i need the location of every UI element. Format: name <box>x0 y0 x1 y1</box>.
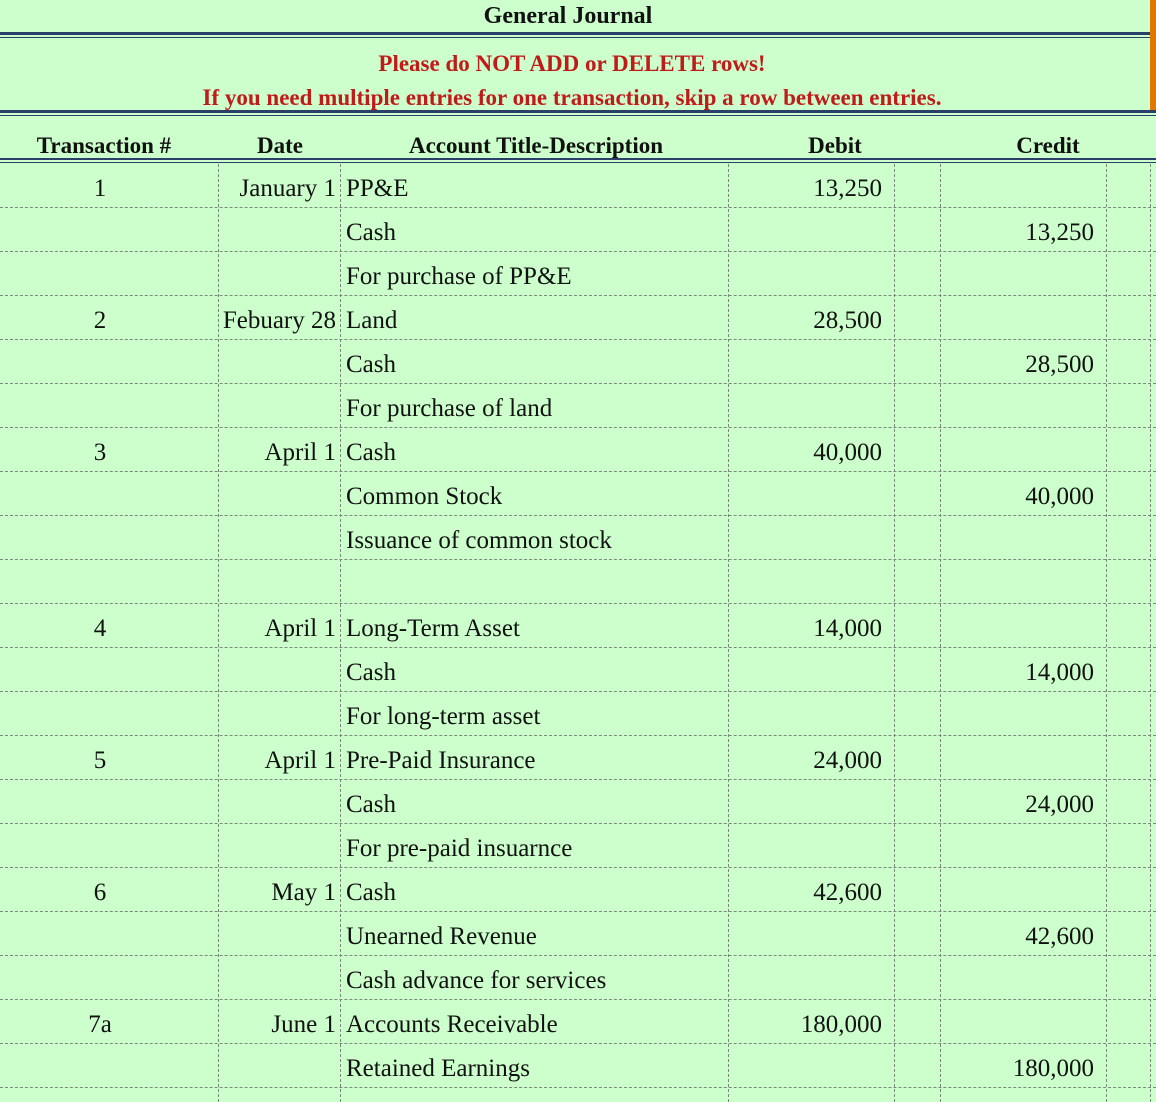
credit-cell[interactable] <box>940 824 1094 868</box>
transaction-number-cell[interactable]: 5 <box>93 747 107 774</box>
debit-cell[interactable] <box>730 208 882 252</box>
credit-cell[interactable]: 14,000 <box>1025 659 1094 686</box>
account-title-cell[interactable]: Unearned Revenue <box>346 923 537 950</box>
table-row <box>0 1088 1156 1102</box>
debit-cell[interactable]: 42,600 <box>813 879 882 906</box>
account-title-cell[interactable]: Long-Term Asset <box>346 615 520 642</box>
date-cell[interactable] <box>200 516 336 560</box>
table-row <box>0 296 1156 340</box>
transaction-number-cell[interactable] <box>0 1044 200 1088</box>
column-header-transaction: Transaction # <box>36 133 172 158</box>
transaction-number-cell[interactable] <box>0 472 200 516</box>
date-cell[interactable] <box>200 340 336 384</box>
notice-no-add-delete: Please do NOT ADD or DELETE rows! <box>378 51 766 76</box>
date-cell[interactable] <box>200 912 336 956</box>
credit-cell[interactable]: 180,000 <box>1012 1055 1094 1082</box>
account-title-cell[interactable]: Common Stock <box>346 483 503 510</box>
date-cell[interactable] <box>200 252 336 296</box>
credit-cell[interactable] <box>940 868 1094 912</box>
credit-cell[interactable] <box>940 516 1094 560</box>
date-cell[interactable]: Febuary 28 <box>222 307 336 334</box>
credit-cell[interactable] <box>940 1000 1094 1044</box>
date-cell[interactable] <box>200 208 336 252</box>
transaction-number-cell[interactable]: 1 <box>93 175 107 202</box>
credit-cell[interactable] <box>940 164 1094 208</box>
debit-cell[interactable] <box>730 912 882 956</box>
debit-cell[interactable] <box>730 516 882 560</box>
transaction-number-cell[interactable] <box>0 516 200 560</box>
table-row <box>0 164 1156 208</box>
transaction-number-cell[interactable] <box>0 208 200 252</box>
table-row <box>0 472 1156 516</box>
debit-cell[interactable] <box>730 1088 882 1102</box>
table-row <box>0 692 1156 736</box>
account-title-cell[interactable]: Pre-Paid Insurance <box>346 747 536 774</box>
column-header-debit: Debit <box>808 133 862 158</box>
date-cell[interactable] <box>200 1044 336 1088</box>
account-title-cell[interactable]: Cash <box>346 219 396 246</box>
debit-cell[interactable]: 14,000 <box>813 615 882 642</box>
date-cell[interactable]: April 1 <box>264 747 336 774</box>
credit-cell[interactable] <box>940 252 1094 296</box>
debit-cell[interactable] <box>730 692 882 736</box>
debit-cell[interactable] <box>730 648 882 692</box>
debit-cell[interactable] <box>730 780 882 824</box>
debit-cell[interactable] <box>730 560 882 604</box>
credit-cell[interactable] <box>940 560 1094 604</box>
table-row <box>0 736 1156 780</box>
transaction-number-cell[interactable]: 4 <box>93 615 107 642</box>
credit-cell[interactable] <box>940 956 1094 1000</box>
account-title-cell[interactable]: Cash <box>346 439 396 466</box>
date-cell[interactable] <box>200 1088 336 1102</box>
table-row <box>0 956 1156 1000</box>
transaction-number-cell[interactable] <box>0 692 200 736</box>
date-cell[interactable] <box>200 824 336 868</box>
date-cell[interactable]: January 1 <box>239 175 336 202</box>
table-row <box>0 780 1156 824</box>
journal-title: General Journal <box>483 3 653 29</box>
debit-cell[interactable]: 13,250 <box>813 175 882 202</box>
debit-cell[interactable] <box>730 824 882 868</box>
date-cell[interactable] <box>200 780 336 824</box>
debit-cell[interactable] <box>730 956 882 1000</box>
column-header-account: Account Title-Description <box>408 133 664 158</box>
account-title-cell[interactable]: Issuance of common stock <box>346 527 612 554</box>
debit-cell[interactable]: 40,000 <box>813 439 882 466</box>
notice-skip-row: If you need multiple entries for one transaction, skip a row between entries. <box>202 85 942 110</box>
transaction-number-cell[interactable] <box>0 384 200 428</box>
account-title-cell[interactable]: PP&E <box>346 175 409 202</box>
debit-cell[interactable] <box>730 1044 882 1088</box>
table-row <box>0 384 1156 428</box>
date-cell[interactable] <box>200 692 336 736</box>
debit-cell[interactable]: 28,500 <box>813 307 882 334</box>
account-title-cell[interactable]: For long-term asset <box>346 703 541 730</box>
account-title-cell[interactable]: Retained Earnings <box>346 1055 530 1082</box>
table-row <box>0 340 1156 384</box>
table-row <box>0 560 1156 604</box>
credit-cell[interactable]: 13,250 <box>1025 219 1094 246</box>
debit-cell[interactable] <box>730 472 882 516</box>
transaction-number-cell[interactable] <box>0 780 200 824</box>
credit-cell[interactable] <box>940 1088 1094 1102</box>
column-header-credit: Credit <box>1016 133 1080 158</box>
transaction-number-cell[interactable] <box>0 824 200 868</box>
account-title-cell[interactable] <box>346 1088 726 1102</box>
table-row <box>0 516 1156 560</box>
account-title-cell[interactable]: Land <box>346 307 398 334</box>
table-row <box>0 252 1156 296</box>
transaction-number-cell[interactable] <box>0 956 200 1000</box>
credit-cell[interactable]: 42,600 <box>1025 923 1094 950</box>
table-row <box>0 604 1156 648</box>
credit-cell[interactable] <box>940 604 1094 648</box>
credit-cell[interactable]: 24,000 <box>1025 791 1094 818</box>
date-cell[interactable] <box>200 560 336 604</box>
table-row <box>0 648 1156 692</box>
debit-cell[interactable]: 180,000 <box>800 1011 882 1038</box>
date-cell[interactable] <box>200 956 336 1000</box>
account-title-cell[interactable]: For purchase of land <box>346 395 553 422</box>
credit-cell[interactable] <box>940 692 1094 736</box>
date-cell[interactable] <box>200 648 336 692</box>
transaction-number-cell[interactable] <box>0 340 200 384</box>
transaction-number-cell[interactable] <box>0 1088 200 1102</box>
account-title-cell[interactable]: Cash <box>346 791 396 818</box>
transaction-number-cell[interactable] <box>0 560 200 604</box>
transaction-number-cell[interactable]: 3 <box>93 439 107 466</box>
account-title-cell[interactable]: Cash <box>346 659 396 686</box>
date-cell[interactable]: April 1 <box>264 439 336 466</box>
credit-cell[interactable] <box>940 296 1094 340</box>
table-row <box>0 1044 1156 1088</box>
debit-cell[interactable] <box>730 252 882 296</box>
table-row <box>0 428 1156 472</box>
table-row <box>0 868 1156 912</box>
credit-cell[interactable]: 40,000 <box>1025 483 1094 510</box>
date-cell[interactable]: May 1 <box>271 879 336 906</box>
credit-cell[interactable] <box>940 736 1094 780</box>
debit-cell[interactable] <box>730 340 882 384</box>
date-cell[interactable] <box>200 472 336 516</box>
transaction-number-cell[interactable] <box>0 912 200 956</box>
transaction-number-cell[interactable] <box>0 648 200 692</box>
credit-cell[interactable] <box>940 428 1094 472</box>
transaction-number-cell[interactable]: 6 <box>93 879 107 906</box>
date-cell[interactable]: April 1 <box>264 615 336 642</box>
debit-cell[interactable]: 24,000 <box>813 747 882 774</box>
credit-cell[interactable]: 28,500 <box>1025 351 1094 378</box>
table-row <box>0 824 1156 868</box>
account-title-cell[interactable]: For purchase of PP&E <box>346 263 572 290</box>
account-title-cell[interactable]: Cash <box>346 351 396 378</box>
date-cell[interactable]: June 1 <box>271 1011 336 1038</box>
transaction-number-cell[interactable]: 2 <box>93 307 107 334</box>
account-title-cell[interactable]: Cash <box>346 879 396 906</box>
account-title-cell[interactable]: Cash advance for services <box>346 967 607 994</box>
transaction-number-cell[interactable] <box>0 252 200 296</box>
account-title-cell[interactable]: Accounts Receivable <box>346 1011 558 1038</box>
table-row <box>0 1000 1156 1044</box>
date-cell[interactable] <box>200 384 336 428</box>
account-title-cell[interactable]: For pre-paid insuarnce <box>346 835 573 862</box>
account-title-cell[interactable] <box>346 560 726 604</box>
table-row <box>0 208 1156 252</box>
column-header-date: Date <box>257 133 303 158</box>
debit-cell[interactable] <box>730 384 882 428</box>
transaction-number-cell[interactable]: 7a <box>88 1011 112 1038</box>
table-row <box>0 912 1156 956</box>
credit-cell[interactable] <box>940 384 1094 428</box>
